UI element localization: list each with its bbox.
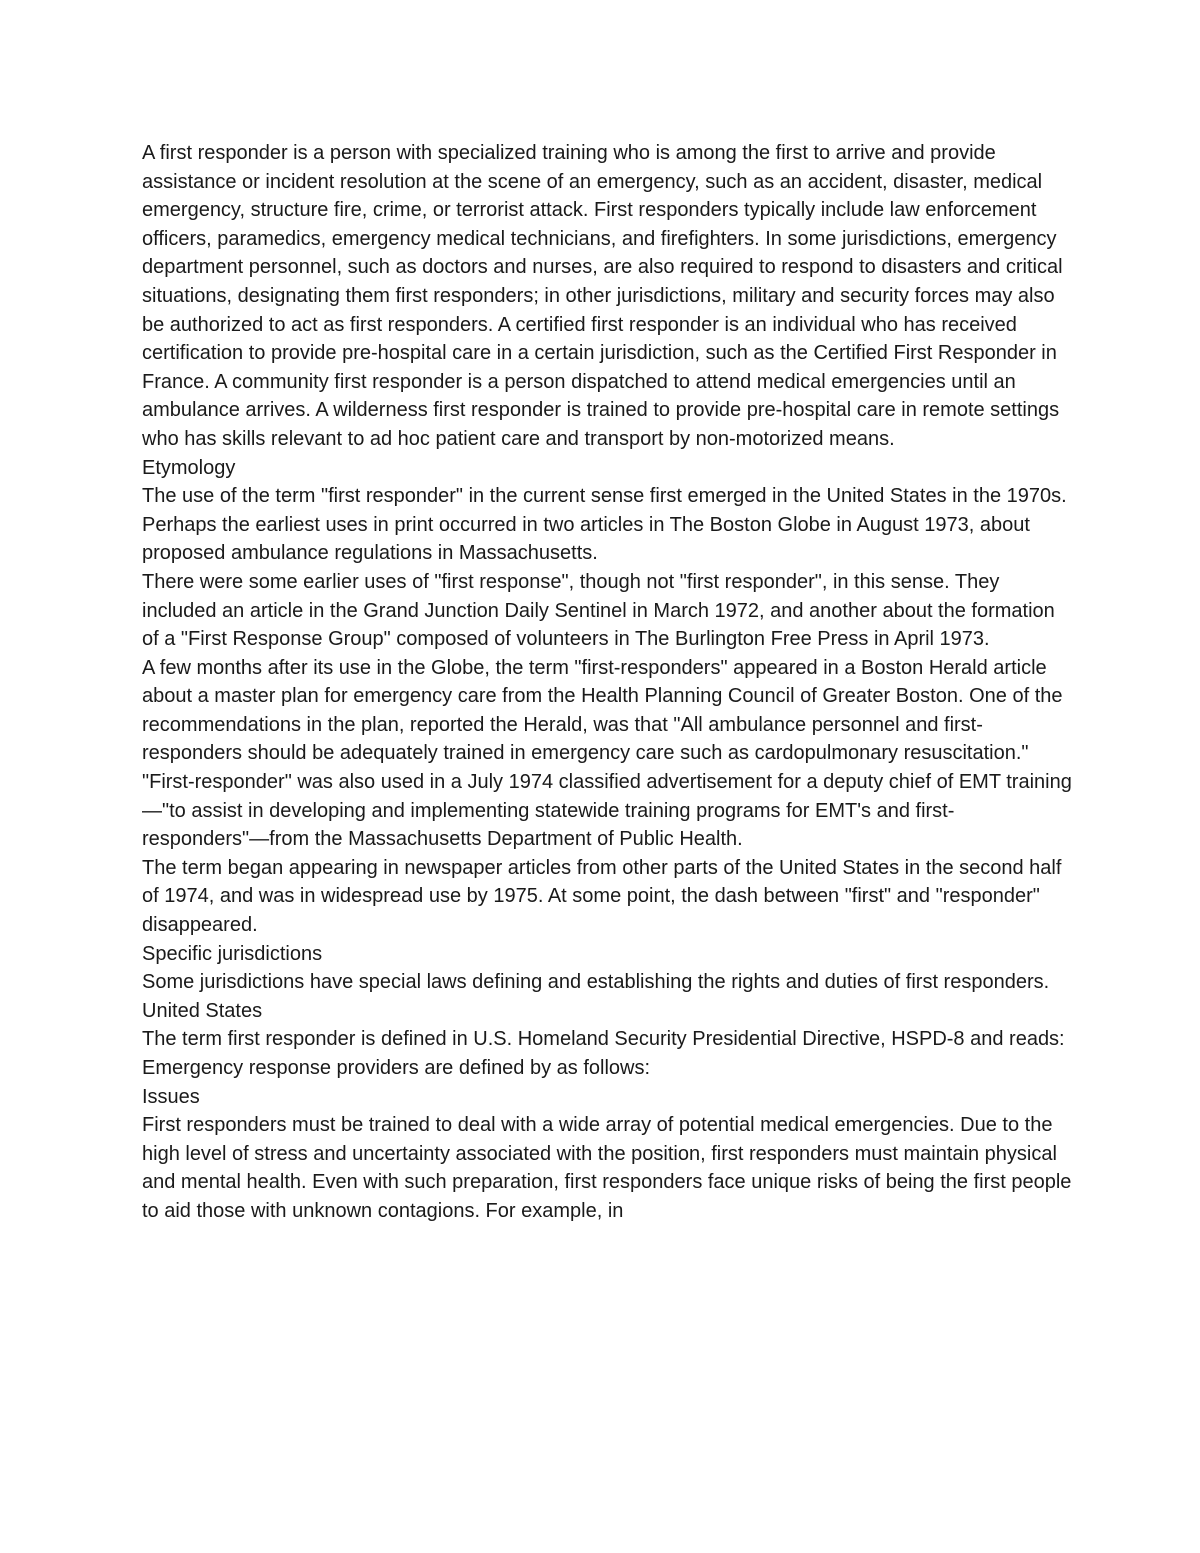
heading-united-states: United States (142, 999, 263, 1022)
paragraph: Some jurisdictions have special laws defining and establishing the rights and duties of first responders. (142, 971, 1050, 994)
paragraph: Emergency response providers are defined by as follows: (142, 1057, 651, 1079)
paragraph: A few months after its use in the Globe, the term "first-responders" appeared in a Boston Herald article about a master plan for emergency care from the Health Planning Council of Greater Boston. One of the recommendations in the plan, reported the Herald, was that "All ambulance personnel and first-responders should be adequately trained in emergency care such as cardopulmonary resuscitation." (142, 656, 1063, 765)
paragraph: First responders must be trained to deal with a wide array of potential medical emergencies. Due to the high level of stress and uncertainty associated with the position, first responders must maintain physical and mental health. Even with such preparation, first responders face unique risks of being the first people to aid those with unknown contagions. For example, in (142, 1114, 1072, 1222)
heading-issues: Issues (142, 1085, 200, 1108)
heading-specific-jurisdictions: Specific jurisdictions (142, 942, 323, 965)
heading-etymology: Etymology (142, 456, 236, 479)
intro-paragraph: A first responder is a person with specialized training who is among the first to arrive and provide assistance or incident resolution at the scene of an emergency, such as an accident, disaster, medical emergency, structure fire, crime, or terrorist attack. First responders typically include law enforcement officers, paramedics, emergency medical technicians, and firefighters. In some jurisdictions, emergency department personnel, such as doctors and nurses, are also required to respond to disasters and critical situations, designating them first responders; in other jurisdictions, military and security forces may also be authorized to act as first responders. A certified first responder is an individual who has received certification to provide pre-hospital care in a certain jurisdiction, such as the Certified First Responder in France. A community first responder is a person dispatched to attend medical emergencies until an ambulance arrives. A wilderness first responder is trained to provide pre-hospital care in remote settings who has skills relevant to ad hoc patient care and transport by non-motorized means. (142, 142, 1063, 450)
paragraph: "First-responder" was also used in a July 1974 classified advertisement for a deputy chief of EMT training—"to assist in developing and implementing statewide training programs for EMT's and first-responders"—from the Massachusetts Department of Public Health. (142, 771, 1072, 851)
document-body (142, 139, 1072, 1226)
paragraph: The term first responder is defined in U.S. Homeland Security Presidential Directive, HSPD-8 and reads: (142, 1028, 1065, 1051)
paragraph: The term began appearing in newspaper articles from other parts of the United States in the second half of 1974, and was in widespread use by 1975. At some point, the dash between "first" and "responder" disappeared. (142, 856, 1062, 937)
paragraph: The use of the term "first responder" in the current sense first emerged in the United States in the 1970s. Perhaps the earliest uses in print occurred in two articles in The Boston Globe in August 1973, about proposed ambulance regulations in Massachusetts. (142, 485, 1067, 565)
paragraph: There were some earlier uses of "first response", though not "first responder", in this sense. They included an article in the Grand Junction Daily Sentinel in March 1972, and another about the formation of a "First Response Group" composed of volunteers in The Burlington Free Press in April 1973. (142, 570, 1055, 651)
